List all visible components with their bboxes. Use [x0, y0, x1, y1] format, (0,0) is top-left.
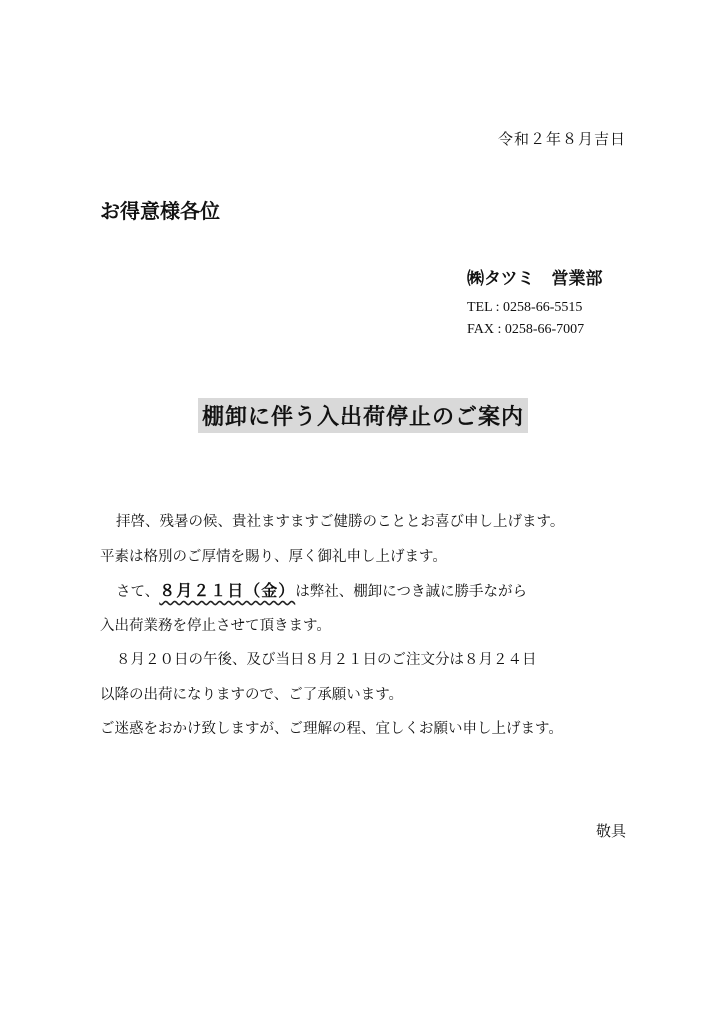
sender-company: ㈱タツミ 営業部: [467, 269, 603, 289]
sender-block: [467, 264, 637, 341]
addressee: お得意様各位: [100, 199, 220, 223]
letter-body: [100, 505, 640, 747]
body-text: ご迷惑をおかけ致しますが、ご理解の程、宜しくお願い申し上げます。: [100, 721, 563, 737]
body-text: ８月２０日の午後、及び当日８月２１日のご注文分は８月２４日: [116, 652, 537, 668]
body-line: [100, 643, 640, 678]
highlighted-date: ８月２１日（金）: [159, 581, 296, 600]
body-text: 以降の出荷になりますので、ご了承願います。: [100, 686, 404, 703]
closing-remark: 敬具: [595, 822, 626, 840]
title-wrap: [0, 398, 726, 433]
sender-fax: FAX : 0258-66-7007: [467, 322, 585, 337]
body-line: [100, 712, 640, 747]
sender-tel: TEL : 0258-66-5515: [467, 300, 583, 315]
body-line: [100, 540, 640, 575]
body-text: 平素は格別のご厚情を賜り、厚く御礼申し上げます。: [100, 548, 447, 565]
document-title: 棚卸に伴う入出荷停止のご案内: [198, 398, 528, 433]
body-line: [100, 574, 640, 609]
body-line: [100, 505, 640, 540]
letter-date: 令和２年８月吉日: [497, 130, 626, 148]
body-text: 入出荷業務を停止させて頂きます。: [100, 617, 331, 634]
body-line: [100, 609, 640, 644]
body-text: 拝啓、残暑の候、貴社ますますご健勝のこととお喜び申し上げます。: [116, 514, 565, 530]
body-line: [100, 678, 640, 713]
body-text: は弊社、棚卸につき誠に勝手ながら: [295, 584, 527, 600]
body-text: さて、: [116, 584, 160, 600]
